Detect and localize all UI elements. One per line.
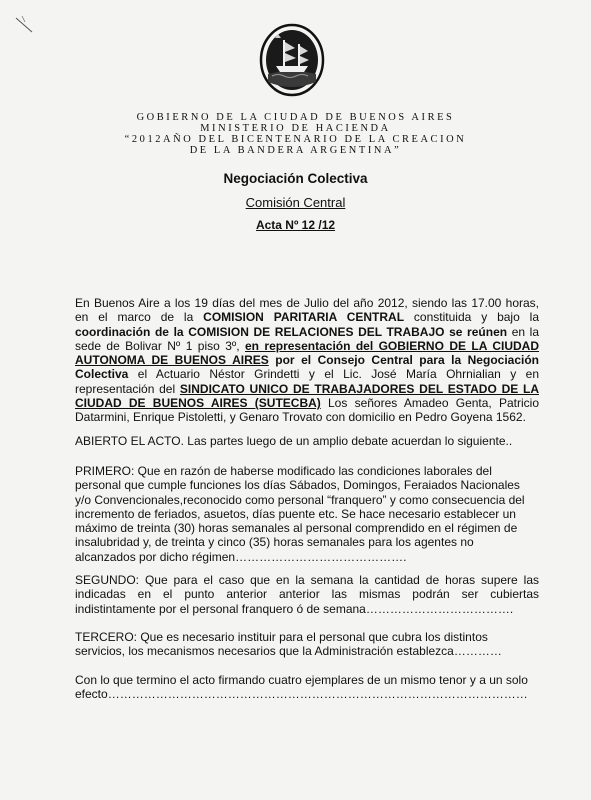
text-line: TERCERO: Que es necesario instituir para el personal que cubra los distintos xyxy=(75,630,488,644)
text-line: indistintamente por el personal franquero ó de semana………………………………. xyxy=(75,601,514,616)
corner-tick-mark xyxy=(14,14,34,34)
text-line: efecto…………………………………………………………………………………………… xyxy=(75,687,528,702)
header-ministry: MINISTERIO DE HACIENDA xyxy=(200,123,391,134)
text-line: máximo de treinta (30) horas semanales al personal comprendido en el régimen de xyxy=(75,521,518,536)
text-line: y/o Convencionales,reconocido como personal “franquero” y como consecuencia del xyxy=(75,492,525,507)
text-line: Colectiva el Actuario Néstor Grindetti y el Lic. José María Ohrnialian y en xyxy=(75,367,539,382)
tercero-clause xyxy=(75,630,539,659)
text-line: coordinación de la COMISION DE RELACIONES DEL TRABAJO se reúnen en la xyxy=(75,324,540,339)
acta-number: Acta Nº 12 /12 xyxy=(255,218,336,232)
header-year-motto-continued: DE LA BANDERA ARGENTINA” xyxy=(189,145,402,156)
text-line: En Buenos Aire a los 19 días del mes de Julio del año 2012, siendo las 17.00 horas, xyxy=(75,296,539,310)
text-line: insalubridad y, de treinta y cinco (35) horas semanales para los agentes no xyxy=(75,535,474,550)
abierto-paragraph xyxy=(75,434,539,448)
text-line: representación del SINDICATO UNICO DE TRABAJADORES DEL ESTADO DE LA xyxy=(75,381,539,396)
text-line: personal que cumple funciones los días Sábados, Domingos, Feraiados Nacionales xyxy=(75,478,520,493)
text-line: Datarmini, Enrique Pistoletti, y Genaro Trovato con domicilio en Pedro Goyena 1562. xyxy=(75,410,526,425)
text-line: en el marco de la COMISION PARITARIA CENTRAL constituida y bajo la xyxy=(75,310,539,325)
document-subtitle: Comisión Central xyxy=(245,195,346,210)
header-year-motto: “2012AÑO DEL BICENTENARIO DE LA CREACION xyxy=(124,134,467,145)
text-line: ABIERTO EL ACTO. Las partes luego de un amplio debate acuerdan lo siguiente.. xyxy=(75,434,513,448)
text-line: indicadas en el punto anterior anterior las mismas podrán ser cubiertas xyxy=(75,587,539,602)
city-coat-of-arms-seal xyxy=(258,22,326,98)
primero-clause xyxy=(75,464,539,564)
text-line: SEGUNDO: Que para el caso que en la semana la cantidad de horas supere las xyxy=(75,573,539,587)
segundo-clause xyxy=(75,573,539,616)
text-line: alcanzados por dicho régimen……………………………………. xyxy=(75,549,407,564)
text-line: sede de Bolivar Nº 1 piso 3º, en representación del GOBIERNO DE LA CIUDAD xyxy=(75,338,540,353)
text-line: CIUDAD DE BUENOS AIRES (SUTECBA) Los señores Amadeo Genta, Patricio xyxy=(75,396,539,411)
header-government: GOBIERNO DE LA CIUDAD DE BUENOS AIRES xyxy=(136,112,455,123)
intro-paragraph xyxy=(75,296,539,425)
text-line: PRIMERO: Que en razón de haberse modificado las condiciones laborales del xyxy=(75,464,492,478)
text-line: servicios, los mecanismos necesarios que la Administración establezca………… xyxy=(75,644,502,659)
text-line: AUTONOMA DE BUENOS AIRES por el Consejo Central para la Negociación xyxy=(75,353,539,368)
document-title: Negociación Colectiva xyxy=(223,171,368,186)
closing-paragraph xyxy=(75,673,539,702)
text-line: Con lo que termino el acto firmando cuatro ejemplares de un mismo tenor y a un solo xyxy=(75,673,528,687)
text-line: incremento de feriados, asuetos, días puente etc. Se hace necesario establecer un xyxy=(75,506,516,521)
